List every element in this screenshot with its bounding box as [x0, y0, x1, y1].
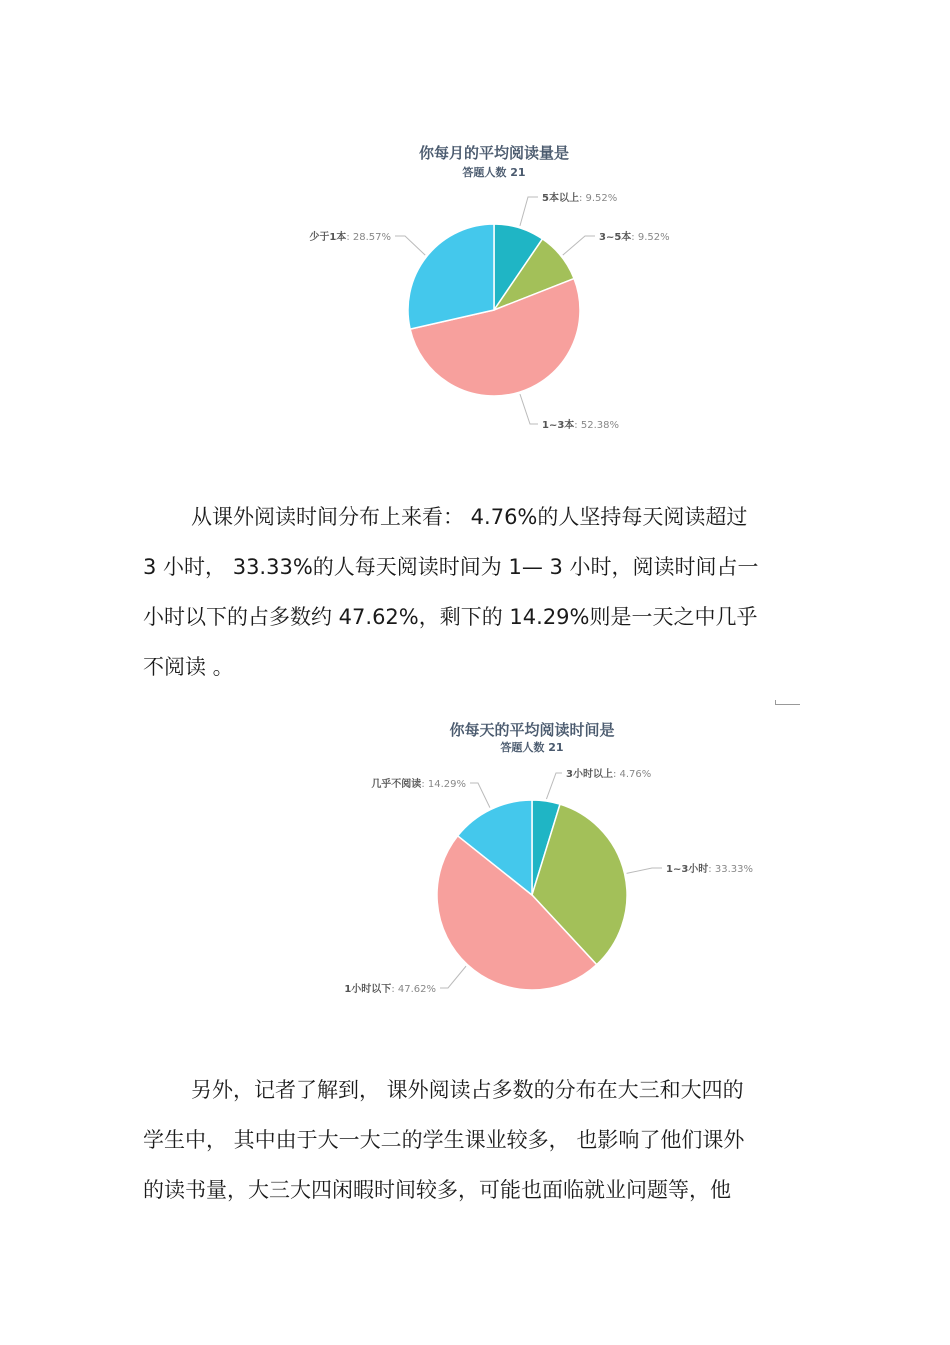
- chart-2-leader-0: [546, 773, 562, 799]
- chart-2-leader-2: [440, 966, 466, 988]
- chart-2-label-1: 1~3小时: 33.33%: [666, 864, 753, 875]
- paragraph-2-line-1: 另外，记者了解到， 课外阅读占多数的分布在大三和大四的: [191, 1078, 744, 1102]
- pie-chart-1-svg: [0, 130, 950, 450]
- chart-1-leader-2: [520, 394, 538, 424]
- paragraph-2-line-2: 学生中， 其中由于大一大二的学生课业较多， 也影响了他们课外: [143, 1128, 745, 1152]
- chart-1-slice-3: [408, 224, 494, 329]
- chart-1-label-0: 5本以上: 9.52%: [542, 193, 618, 204]
- chart-1-title: 你每月的平均阅读量是: [418, 144, 570, 162]
- paragraph-distribution: [143, 1065, 803, 1215]
- paragraph-1-line-2: 3 小时， 33.33%的人每天阅读时间为 1— 3 小时，阅读时间占一: [143, 555, 759, 579]
- chart-1-leader-0: [520, 197, 538, 226]
- pie-chart-daily-reading: [0, 705, 950, 1015]
- chart-2-leader-3: [470, 783, 490, 808]
- pie-chart-2-svg: [0, 705, 950, 1015]
- chart-1-leader-1: [563, 236, 595, 255]
- chart-1-leader-3: [395, 236, 425, 255]
- chart-1-label-1: 3~5本: 9.52%: [599, 232, 670, 243]
- chart-2-label-0: 3小时以上: 4.76%: [566, 769, 652, 780]
- chart-2-subtitle: 答题人数 21: [500, 741, 564, 754]
- chart-1-label-2: 1~3本: 52.38%: [542, 420, 619, 431]
- paragraph-2-line-3: 的读书量，大三大四闲暇时间较多，可能也面临就业问题等，他: [143, 1178, 731, 1202]
- pie-chart-monthly-reading: [0, 130, 950, 450]
- paragraph-1-line-3: 小时以下的占多数约 47.62%，剩下的 14.29%则是一天之中几乎: [143, 605, 758, 629]
- chart-2-leader-1: [627, 868, 662, 873]
- paragraph-1-line-4: 不阅读 。: [143, 655, 234, 679]
- chart-2-label-3: 几乎不阅读: 14.29%: [371, 779, 466, 790]
- chart-1-subtitle: 答题人数 21: [462, 166, 526, 179]
- chart-2-title: 你每天的平均阅读时间是: [449, 721, 615, 739]
- chart-2-label-2: 1小时以下: 47.62%: [344, 984, 436, 995]
- chart-1-label-3: 少于1本: 28.57%: [309, 232, 391, 243]
- paragraph-reading-time: [143, 492, 803, 692]
- paragraph-1-line-1: 从课外阅读时间分布上来看： 4.76%的人坚持每天阅读超过: [191, 505, 748, 529]
